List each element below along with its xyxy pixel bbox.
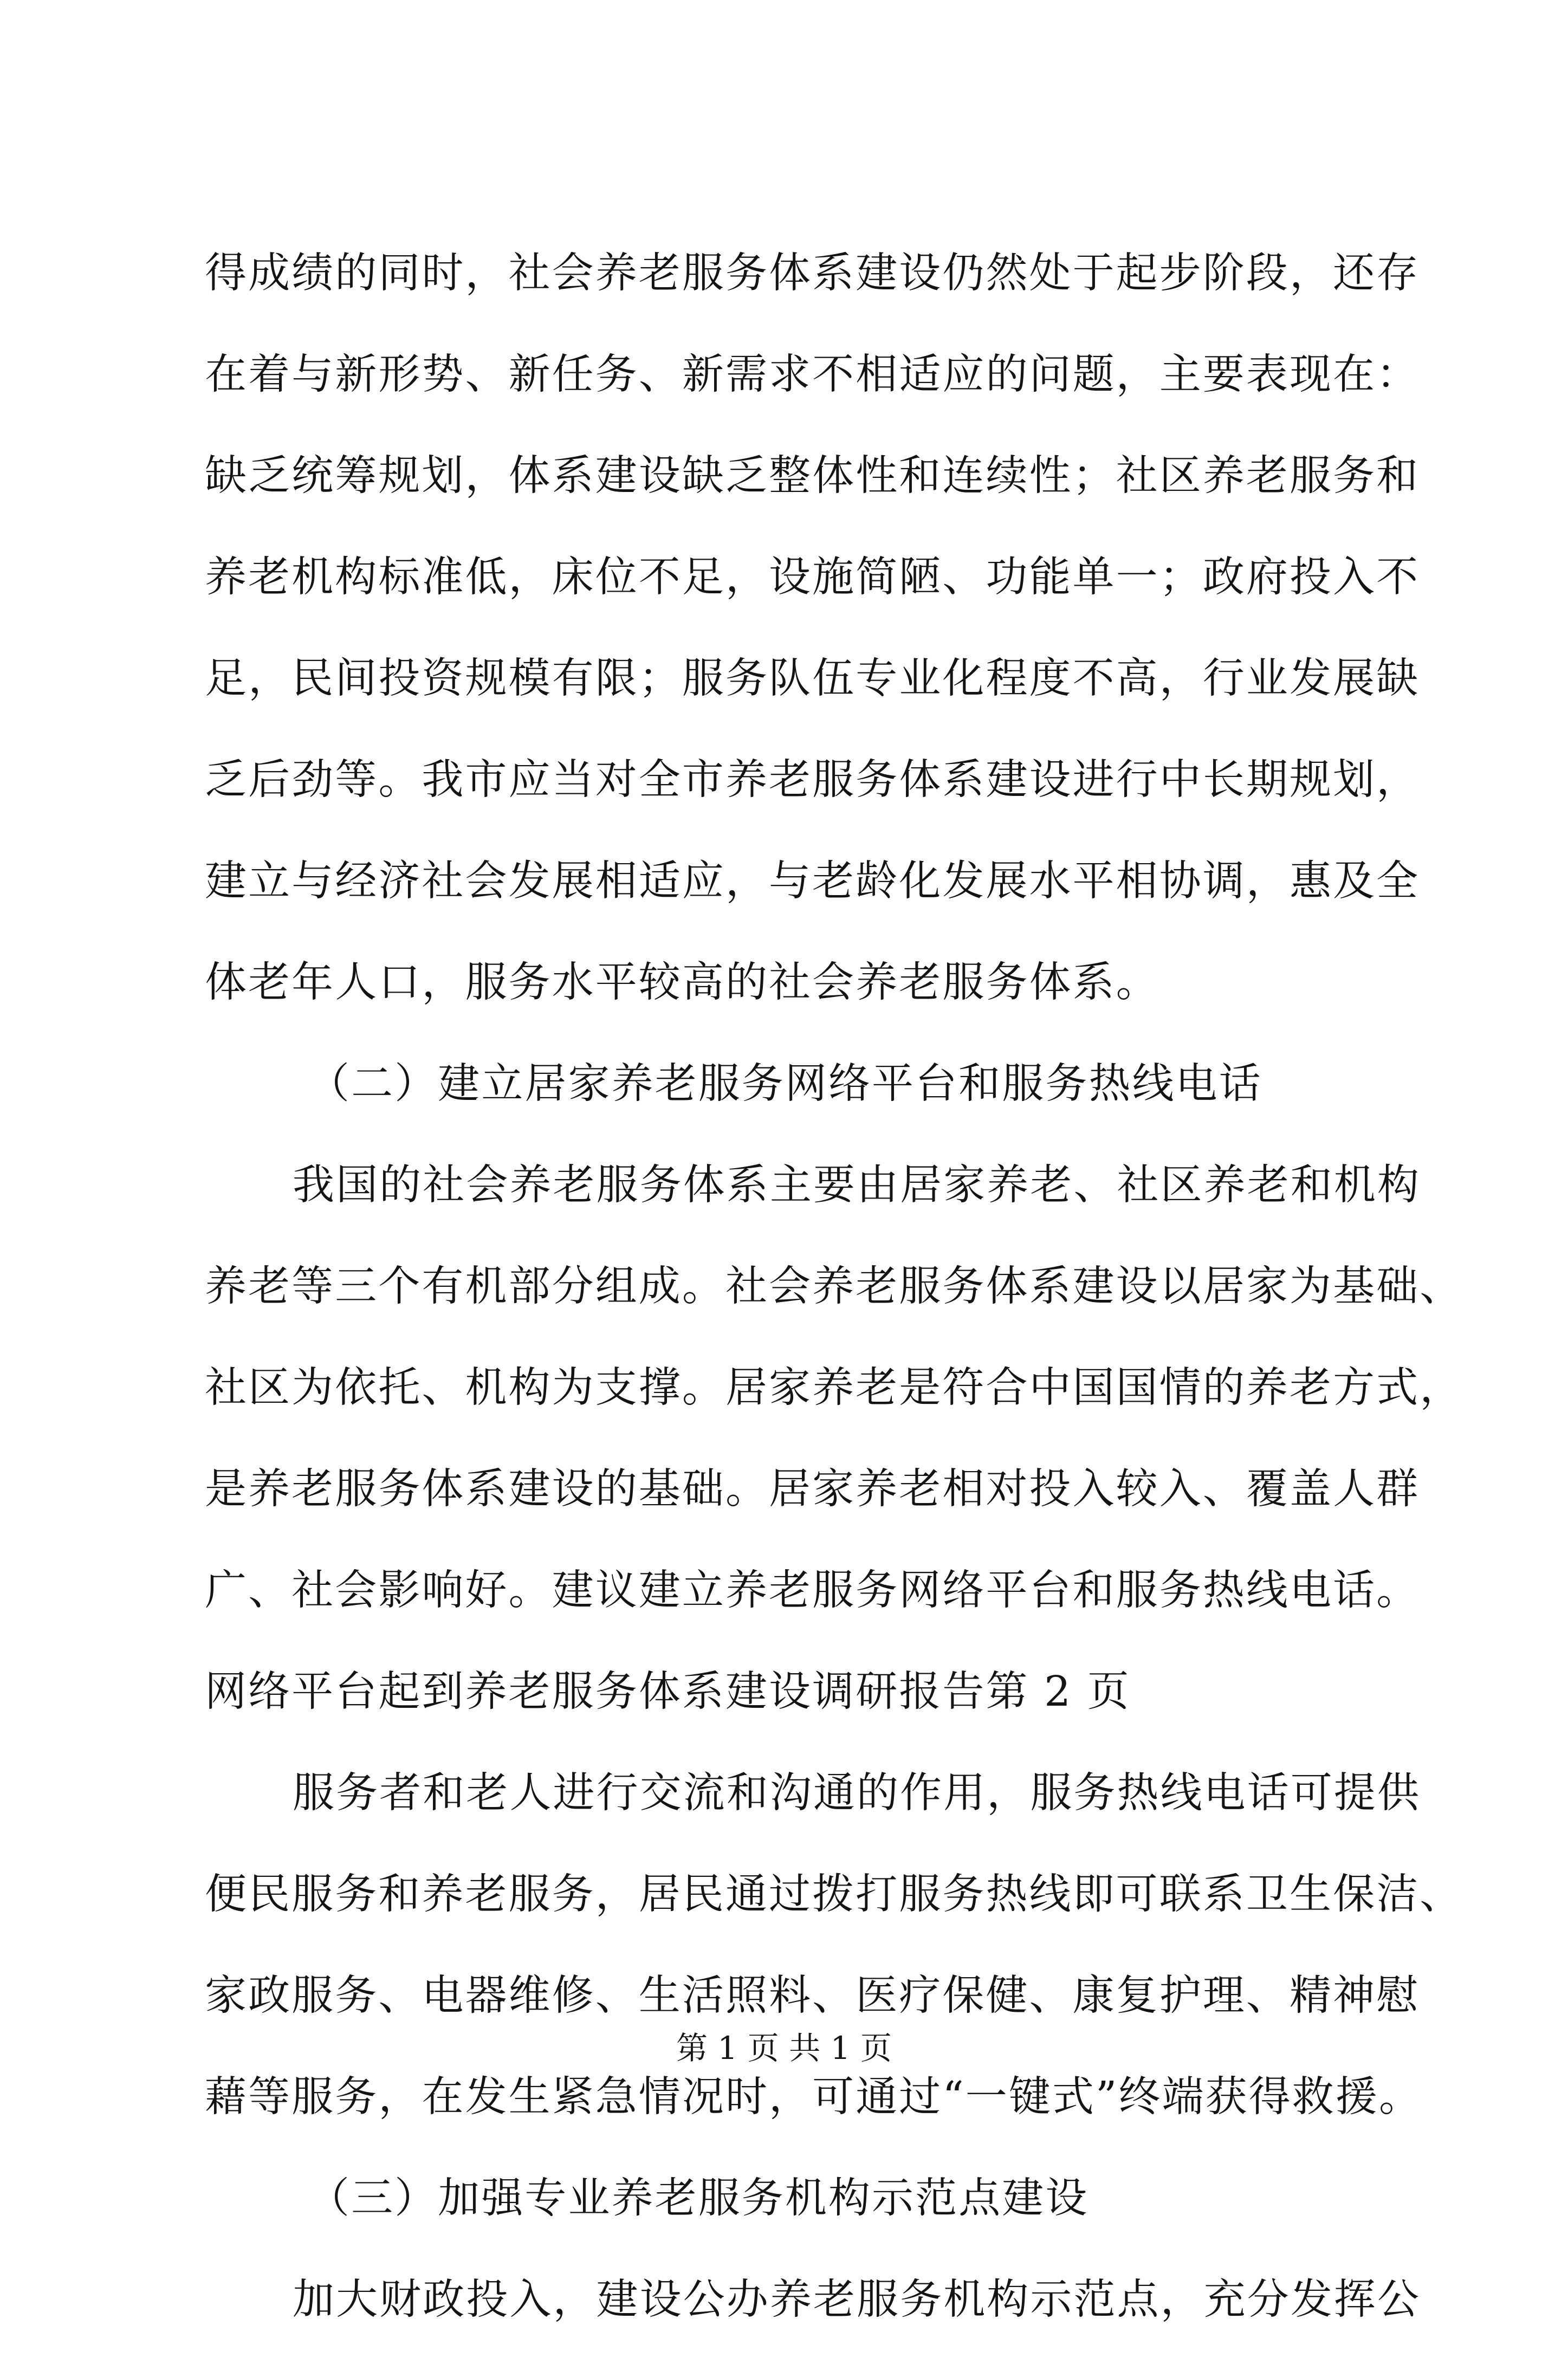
text-line: 缺乏统筹规划，体系建设缺乏整体性和连续性；社区养老服务和 — [205, 452, 1420, 500]
text-line: 乏后劲等。我市应当对全市养老服务体系建设进行中长期规划， — [205, 756, 1420, 804]
page-footer: 第 1 页 共 1 页 — [676, 2030, 892, 2067]
text-line: 藉等服务，在发生紧急情况时，可通过“一键式”终端获得救援。 — [205, 2073, 1423, 2121]
text-line: 养老等三个有机部分组成。社会养老服务体系建设以居家为基础、 — [205, 1262, 1463, 1311]
text-line: 便民服务和养老服务，居民通过拨打服务热线即可联系卫生保洁、 — [205, 1870, 1463, 1919]
text-line: 广、社会影响好。建议建立养老服务网络平台和服务热线电话。 — [205, 1566, 1420, 1615]
section-heading: （二）建立居家养老服务网络平台和服务热线电话 — [308, 1060, 1262, 1108]
text-line: 建立与经济社会发展相适应，与老龄化发展水平相协调，惠及全 — [205, 857, 1420, 905]
section-heading: （三）加强专业养老服务机构示范点建设 — [308, 2174, 1089, 2223]
text-line: 服务者和老人进行交流和沟通的作用，服务热线电话可提供 — [293, 1769, 1421, 1817]
text-line: 得成绩的同时，社会养老服务体系建设仍然处于起步阶段，还存 — [205, 249, 1420, 297]
text-line: 是养老服务体系建设的基础。居家养老相对投入较入、覆盖人群 — [205, 1465, 1420, 1513]
text-line: 加大财政投入，建设公办养老服务机构示范点，充分发挥公 — [293, 2276, 1421, 2324]
text-line: 养老机构标准低，床位不足，设施简陋、功能单一；政府投入不 — [205, 553, 1420, 601]
text-line: 足，民间投资规模有限；服务队伍专业化程度不高，行业发展缺 — [205, 655, 1420, 703]
text-line: 家政服务、电器维修、生活照料、医疗保健、康复护理、精神慰 — [205, 1972, 1420, 2020]
text-line: 在着与新形势、新任务、新需求不相适应的问题，主要表现在： — [205, 351, 1420, 399]
text-line: 我国的社会养老服务体系主要由居家养老、社区养老和机构 — [293, 1161, 1421, 1209]
text-line: 社区为依托、机构为支撑。居家养老是符合中国国情的养老方式， — [205, 1364, 1463, 1412]
text-line: 网络平台起到养老服务体系建设调研报告第 2 页 — [205, 1668, 1131, 1716]
text-line: 体老年人口，服务水平较高的社会养老服务体系。 — [205, 958, 1159, 1007]
